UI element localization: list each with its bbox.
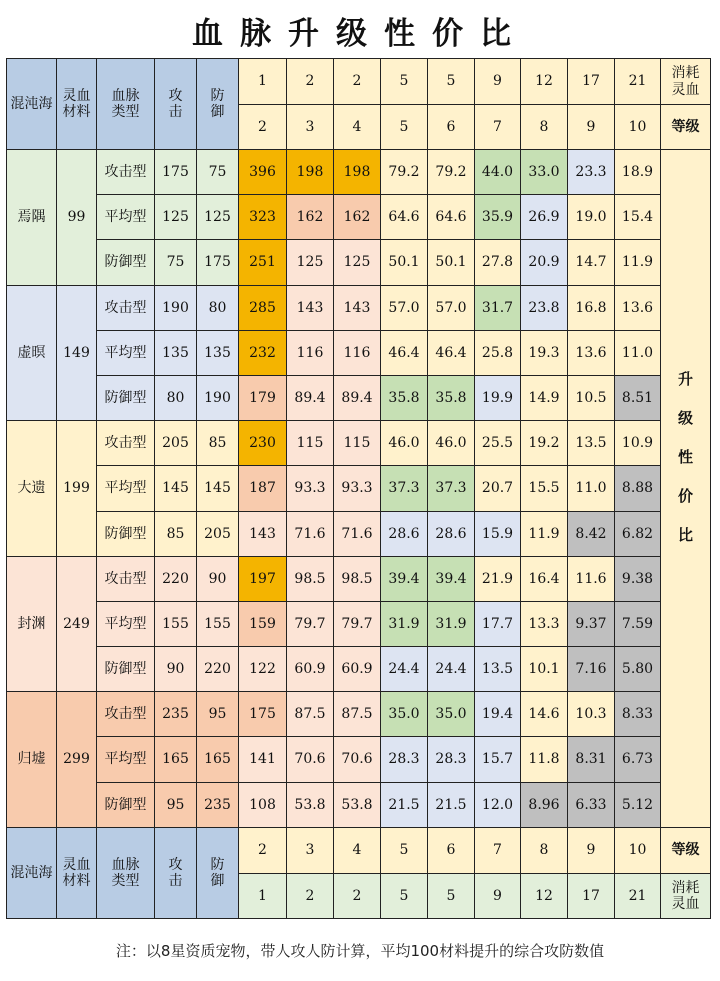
value-cell: 98.5 <box>286 556 334 602</box>
value-cell: 35.0 <box>427 691 475 737</box>
material-cost: 299 <box>56 691 97 828</box>
value-cell: 24.4 <box>380 646 428 692</box>
def-value: 125 <box>196 194 239 240</box>
value-cell: 79.2 <box>427 149 475 195</box>
value-cell: 60.9 <box>286 646 334 692</box>
value-cell: 28.6 <box>380 511 428 557</box>
value-cell: 13.5 <box>474 646 521 692</box>
material-cost: 99 <box>56 149 97 286</box>
cost-cell: 2 <box>286 58 334 105</box>
value-cell: 143 <box>238 511 287 557</box>
level-cell: 6 <box>427 827 475 874</box>
value-cell: 5.12 <box>614 782 661 828</box>
value-cell: 15.5 <box>520 465 568 511</box>
value-cell: 28.3 <box>427 736 475 782</box>
value-cell: 15.4 <box>614 194 661 240</box>
value-cell: 8.88 <box>614 465 661 511</box>
region-name: 封渊 <box>6 556 57 693</box>
value-cell: 116 <box>286 330 334 376</box>
cost-cell: 9 <box>474 873 521 919</box>
bloodline-type: 平均型 <box>96 736 155 782</box>
value-cell: 46.4 <box>380 330 428 376</box>
level-cell: 4 <box>333 827 381 874</box>
value-cell: 89.4 <box>333 375 381 421</box>
value-cell: 20.7 <box>474 465 521 511</box>
bloodline-type: 平均型 <box>96 330 155 376</box>
value-cell: 198 <box>333 149 381 195</box>
value-cell: 46.0 <box>427 420 475 466</box>
value-cell: 71.6 <box>286 511 334 557</box>
value-cell: 141 <box>238 736 287 782</box>
atk-value: 235 <box>154 691 197 737</box>
def-value: 85 <box>196 420 239 466</box>
def-value: 90 <box>196 556 239 602</box>
value-cell: 31.9 <box>380 601 428 647</box>
value-cell: 7.59 <box>614 601 661 647</box>
level-cell: 3 <box>286 827 334 874</box>
region-name: 大遗 <box>6 420 57 557</box>
header-def: 防 御 <box>196 58 239 150</box>
value-cell: 79.7 <box>286 601 334 647</box>
value-cell: 53.8 <box>333 782 381 828</box>
value-cell: 87.5 <box>333 691 381 737</box>
value-cell: 70.6 <box>333 736 381 782</box>
def-value: 95 <box>196 691 239 737</box>
level-cell: 7 <box>474 104 521 150</box>
level-cell: 7 <box>474 827 521 874</box>
value-cell: 64.6 <box>427 194 475 240</box>
value-cell: 89.4 <box>286 375 334 421</box>
level-cell: 5 <box>380 104 428 150</box>
value-cell: 187 <box>238 465 287 511</box>
bloodline-type: 攻击型 <box>96 420 155 466</box>
value-cell: 179 <box>238 375 287 421</box>
level-cell: 2 <box>238 104 287 150</box>
header-material: 灵血 材料 <box>56 58 97 150</box>
value-cell: 21.5 <box>380 782 428 828</box>
bloodline-type: 平均型 <box>96 601 155 647</box>
value-cell: 16.4 <box>520 556 568 602</box>
cost-cell: 21 <box>614 873 661 919</box>
bloodline-type: 攻击型 <box>96 556 155 602</box>
value-cell: 8.51 <box>614 375 661 421</box>
region-name: 焉隅 <box>6 149 57 286</box>
cost-cell: 2 <box>333 873 381 919</box>
value-cell: 175 <box>238 691 287 737</box>
bloodline-type: 防御型 <box>96 646 155 692</box>
material-cost: 149 <box>56 285 97 422</box>
def-value: 75 <box>196 149 239 195</box>
value-cell: 23.3 <box>567 149 615 195</box>
value-cell: 57.0 <box>380 285 428 331</box>
bloodline-type: 攻击型 <box>96 149 155 195</box>
value-cell: 64.6 <box>380 194 428 240</box>
value-cell: 11.9 <box>614 239 661 285</box>
value-cell: 35.8 <box>380 375 428 421</box>
header-type: 血脉 类型 <box>96 58 155 150</box>
value-cell: 122 <box>238 646 287 692</box>
value-cell: 57.0 <box>427 285 475 331</box>
bloodline-type: 平均型 <box>96 465 155 511</box>
value-cell: 46.4 <box>427 330 475 376</box>
side-label: 升 级 性 价 比 <box>660 149 711 828</box>
bloodline-type: 攻击型 <box>96 285 155 331</box>
value-cell: 39.4 <box>427 556 475 602</box>
value-cell: 10.3 <box>567 691 615 737</box>
level-cell: 10 <box>614 104 661 150</box>
footer-material: 灵血 材料 <box>56 827 97 919</box>
level-cell: 9 <box>567 104 615 150</box>
value-cell: 9.37 <box>567 601 615 647</box>
value-cell: 13.3 <box>520 601 568 647</box>
level-label: 等级 <box>660 104 711 150</box>
value-cell: 159 <box>238 601 287 647</box>
atk-value: 220 <box>154 556 197 602</box>
value-cell: 33.0 <box>520 149 568 195</box>
value-cell: 11.0 <box>567 465 615 511</box>
value-cell: 31.9 <box>427 601 475 647</box>
value-cell: 37.3 <box>427 465 475 511</box>
cost-cell: 17 <box>567 873 615 919</box>
def-value: 80 <box>196 285 239 331</box>
def-value: 235 <box>196 782 239 828</box>
value-cell: 251 <box>238 239 287 285</box>
value-cell: 19.4 <box>474 691 521 737</box>
bloodline-type: 防御型 <box>96 782 155 828</box>
cost-cell: 12 <box>520 873 568 919</box>
value-cell: 28.3 <box>380 736 428 782</box>
value-cell: 198 <box>286 149 334 195</box>
bloodline-type: 防御型 <box>96 375 155 421</box>
def-value: 165 <box>196 736 239 782</box>
region-name: 虚暝 <box>6 285 57 422</box>
level-cell: 9 <box>567 827 615 874</box>
value-cell: 7.16 <box>567 646 615 692</box>
value-cell: 24.4 <box>427 646 475 692</box>
value-cell: 35.9 <box>474 194 521 240</box>
value-cell: 53.8 <box>286 782 334 828</box>
def-value: 175 <box>196 239 239 285</box>
atk-value: 190 <box>154 285 197 331</box>
value-cell: 25.8 <box>474 330 521 376</box>
value-cell: 230 <box>238 420 287 466</box>
def-value: 135 <box>196 330 239 376</box>
header-region: 混沌海 <box>6 58 57 150</box>
footer-region: 混沌海 <box>6 827 57 919</box>
def-value: 220 <box>196 646 239 692</box>
value-cell: 11.0 <box>614 330 661 376</box>
value-cell: 79.2 <box>380 149 428 195</box>
material-cost: 199 <box>56 420 97 557</box>
level-cell: 8 <box>520 827 568 874</box>
value-cell: 26.9 <box>520 194 568 240</box>
value-cell: 323 <box>238 194 287 240</box>
value-cell: 13.5 <box>567 420 615 466</box>
cost-label: 消耗 灵血 <box>660 873 711 919</box>
value-cell: 50.1 <box>427 239 475 285</box>
value-cell: 46.0 <box>380 420 428 466</box>
value-cell: 15.9 <box>474 511 521 557</box>
footnote: 注：以8星资质宠物，带人攻人防计算，平均100材料提升的综合攻防数值 <box>115 942 605 960</box>
atk-value: 95 <box>154 782 197 828</box>
bloodline-type: 攻击型 <box>96 691 155 737</box>
atk-value: 135 <box>154 330 197 376</box>
cost-label: 消耗 灵血 <box>660 58 711 105</box>
header-atk: 攻 击 <box>154 58 197 150</box>
value-cell: 10.5 <box>567 375 615 421</box>
atk-value: 175 <box>154 149 197 195</box>
level-cell: 2 <box>238 827 287 874</box>
atk-value: 75 <box>154 239 197 285</box>
value-cell: 6.82 <box>614 511 661 557</box>
footer-atk: 攻 击 <box>154 827 197 919</box>
level-cell: 3 <box>286 104 334 150</box>
value-cell: 17.7 <box>474 601 521 647</box>
level-cell: 10 <box>614 827 661 874</box>
value-cell: 108 <box>238 782 287 828</box>
value-cell: 11.8 <box>520 736 568 782</box>
value-cell: 71.6 <box>333 511 381 557</box>
value-cell: 50.1 <box>380 239 428 285</box>
atk-value: 80 <box>154 375 197 421</box>
def-value: 145 <box>196 465 239 511</box>
value-cell: 12.0 <box>474 782 521 828</box>
material-cost: 249 <box>56 556 97 693</box>
value-cell: 115 <box>286 420 334 466</box>
value-cell: 44.0 <box>474 149 521 195</box>
value-cell: 25.5 <box>474 420 521 466</box>
level-cell: 5 <box>380 827 428 874</box>
value-cell: 93.3 <box>286 465 334 511</box>
value-cell: 162 <box>333 194 381 240</box>
value-cell: 14.9 <box>520 375 568 421</box>
bloodline-type: 防御型 <box>96 511 155 557</box>
value-cell: 70.6 <box>286 736 334 782</box>
value-cell: 232 <box>238 330 287 376</box>
value-cell: 11.9 <box>520 511 568 557</box>
level-cell: 6 <box>427 104 475 150</box>
value-cell: 23.8 <box>520 285 568 331</box>
value-cell: 9.38 <box>614 556 661 602</box>
value-cell: 13.6 <box>567 330 615 376</box>
value-cell: 116 <box>333 330 381 376</box>
value-cell: 6.73 <box>614 736 661 782</box>
cost-cell: 5 <box>380 873 428 919</box>
value-cell: 35.0 <box>380 691 428 737</box>
bloodline-type: 防御型 <box>96 239 155 285</box>
atk-value: 155 <box>154 601 197 647</box>
value-cell: 31.7 <box>474 285 521 331</box>
value-cell: 98.5 <box>333 556 381 602</box>
value-cell: 60.9 <box>333 646 381 692</box>
atk-value: 90 <box>154 646 197 692</box>
cost-cell: 5 <box>427 58 475 105</box>
value-cell: 11.6 <box>567 556 615 602</box>
atk-value: 125 <box>154 194 197 240</box>
footer-def: 防 御 <box>196 827 239 919</box>
cost-cell: 5 <box>427 873 475 919</box>
value-cell: 79.7 <box>333 601 381 647</box>
atk-value: 145 <box>154 465 197 511</box>
region-name: 归墟 <box>6 691 57 828</box>
cost-cell: 1 <box>238 873 287 919</box>
page-title: 血脉升级性价比 <box>192 16 528 52</box>
value-cell: 35.8 <box>427 375 475 421</box>
value-cell: 10.1 <box>520 646 568 692</box>
value-cell: 15.7 <box>474 736 521 782</box>
level-cell: 4 <box>333 104 381 150</box>
cost-cell: 17 <box>567 58 615 105</box>
def-value: 155 <box>196 601 239 647</box>
value-cell: 19.9 <box>474 375 521 421</box>
value-cell: 19.0 <box>567 194 615 240</box>
value-cell: 14.7 <box>567 239 615 285</box>
value-cell: 8.42 <box>567 511 615 557</box>
cost-cell: 2 <box>333 58 381 105</box>
value-cell: 19.2 <box>520 420 568 466</box>
cost-cell: 1 <box>238 58 287 105</box>
value-cell: 21.9 <box>474 556 521 602</box>
value-cell: 8.31 <box>567 736 615 782</box>
value-cell: 285 <box>238 285 287 331</box>
value-cell: 21.5 <box>427 782 475 828</box>
value-cell: 5.80 <box>614 646 661 692</box>
atk-value: 85 <box>154 511 197 557</box>
value-cell: 396 <box>238 149 287 195</box>
atk-value: 165 <box>154 736 197 782</box>
value-cell: 125 <box>286 239 334 285</box>
value-cell: 27.8 <box>474 239 521 285</box>
value-cell: 39.4 <box>380 556 428 602</box>
cost-cell: 5 <box>380 58 428 105</box>
cost-cell: 21 <box>614 58 661 105</box>
value-cell: 197 <box>238 556 287 602</box>
bloodline-type: 平均型 <box>96 194 155 240</box>
value-cell: 115 <box>333 420 381 466</box>
cost-cell: 9 <box>474 58 521 105</box>
value-cell: 14.6 <box>520 691 568 737</box>
cost-cell: 2 <box>286 873 334 919</box>
value-cell: 19.3 <box>520 330 568 376</box>
value-cell: 10.9 <box>614 420 661 466</box>
value-cell: 143 <box>333 285 381 331</box>
upgrade-table <box>6 58 720 920</box>
value-cell: 20.9 <box>520 239 568 285</box>
value-cell: 93.3 <box>333 465 381 511</box>
value-cell: 87.5 <box>286 691 334 737</box>
atk-value: 205 <box>154 420 197 466</box>
value-cell: 18.9 <box>614 149 661 195</box>
value-cell: 37.3 <box>380 465 428 511</box>
level-label: 等级 <box>660 827 711 874</box>
level-cell: 8 <box>520 104 568 150</box>
value-cell: 162 <box>286 194 334 240</box>
def-value: 205 <box>196 511 239 557</box>
cost-cell: 12 <box>520 58 568 105</box>
value-cell: 125 <box>333 239 381 285</box>
value-cell: 28.6 <box>427 511 475 557</box>
value-cell: 8.33 <box>614 691 661 737</box>
value-cell: 13.6 <box>614 285 661 331</box>
value-cell: 8.96 <box>520 782 568 828</box>
value-cell: 16.8 <box>567 285 615 331</box>
value-cell: 6.33 <box>567 782 615 828</box>
footer-type: 血脉 类型 <box>96 827 155 919</box>
def-value: 190 <box>196 375 239 421</box>
value-cell: 143 <box>286 285 334 331</box>
